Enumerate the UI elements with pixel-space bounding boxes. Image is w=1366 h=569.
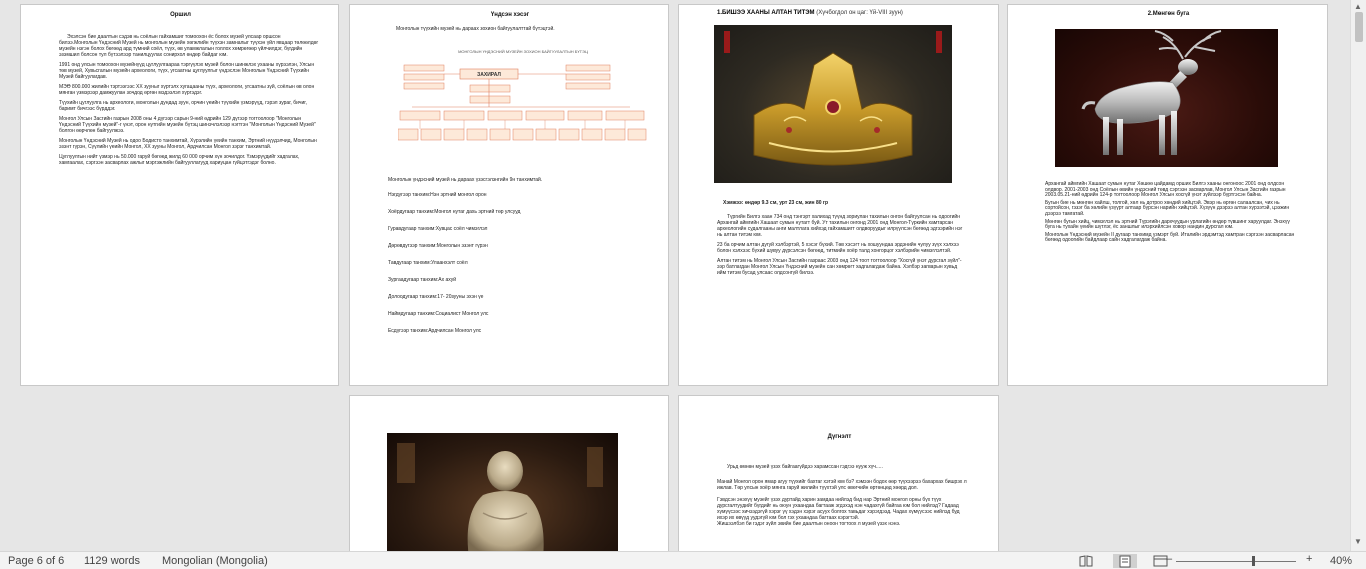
silver-deer-image (1055, 29, 1278, 167)
paragraph: Алтан титэм нь Монгол Улсын Засгийн газраас 2003 онд 124 тоот тогтоолоор "Хосгүй үнэт дурсгал зүйл"-ээр батлагдан Монгол Улсын Үндэсний музейн сан хөмрөгт хадгалагдаж байна. Хэлбэр загварын хувьд ийм титэм бусад улсаас олдсонгүй билээ. (717, 258, 962, 276)
read-mode-icon[interactable] (1078, 554, 1094, 568)
page-2-intro: Монголын үндэсний музей нь дараах үзэсгэлэнгийн 9н танхимтай. (388, 177, 543, 183)
hall-list (388, 192, 648, 345)
list-item: Есдүгээр танхим:Ардчилсан Монгол улс (388, 328, 482, 334)
print-layout-icon[interactable] (1113, 554, 1137, 568)
deer-graphic (1055, 29, 1278, 167)
zoom-out-button[interactable]: – (1166, 553, 1173, 565)
page-3-body (717, 214, 967, 280)
list-item: Дөрөвдүгээр танхим:Монголын эзэнт гүрэн (388, 243, 488, 249)
page-6[interactable] (678, 395, 999, 551)
list-item: Зургаадугаар танхим:Ах ахуй (388, 277, 457, 283)
paragraph: Манай Монгол орон ямар агуу түүхийг бахтаг хэтэй юм бэ? хэмээн бодох өөр түүхээрээ бахархах бишрэх л ижлав. Төр улсын хоёр мянга гаруй жилийн түүхтэй улс өвөгчийн өртөнцөд хөөрд дол. (717, 479, 967, 491)
vertical-scrollbar[interactable] (1350, 0, 1366, 551)
paragraph: Гэвдсэн энэхүү музейг үзэх дуртайд харин замдаа нийлэд бид нар Эртний монгол орны бүх түүх дурсгалтуудийг бүгдийг нь оюун ухаандаа багтааж эгдэхэд нэн чадахгүй байгаа юм бол нийлэд? Гадаад хүмүүсээс хичээдэгүй хэрэг үү хэдэн хэрэг асуух болгох тавьдаг хэрэгдээд. Чадах хүмүүсээс нийлэд буд ихэр их өвүүд уудэгүй юм бол гэх ухаандаа багтаах кэрэгтэй. (717, 497, 960, 521)
page-3-title: 1.БИШЭЭ ХААНЫ АЛТАН ТИТЭМ (717, 10, 815, 16)
page-3[interactable] (678, 4, 999, 386)
list-item: Гуравдугаар танхим:Хувцас соёл чимэглэл (388, 226, 488, 232)
page-6-title: Дүгнэлт (827, 434, 852, 440)
zoom-slider-track[interactable] (1176, 561, 1296, 562)
page-3-title-note: (Хүчбогдол он цаг: Үй-VIII зуун) (816, 10, 903, 16)
page-count[interactable]: Page 6 of 6 (8, 555, 65, 567)
language-indicator[interactable]: Mongolian (Mongolia) (162, 555, 268, 567)
list-item: Наймдугаар танхим:Социалист Монгол улс (388, 311, 489, 317)
page-4[interactable] (1007, 4, 1328, 386)
paragraph: Цуглуулгын нийт үзмэр нь 50.000 гаруй бөгөөд жилд 60 000 орчим хүн зочилдог. Үзмэрүүдийг хадгалах, хамгаалах, сэргээн засварлах ажлыг мэргэжлийн байгууллагууд хариуцан гүйцэтгэдэг болно. (59, 154, 300, 166)
paragraph: Монголын Үндэсний Музей нь одоо Бодисто танхимтай, Хүрэлийн үеийн танхим, Эртний нүүдэлчид, Монголын эзэнт гүрэн, Сүүлийн үеийн Монгол, XX зууны Монгол, Ардчилсан Монгол зэрэг танхимтай. (59, 138, 317, 150)
paragraph: 1991 онд улсын томоохон музейнүүд цуглуулгаараа тэргүүлэх музей болон шинжлэх ухааны хүрээлэн, Улсын төв музей, Хувьсгалын музейн археологи, түүх, угсаатны цуглуулгыг үндэслэн Монголын Үндэсний Түүхийн Музей байгуулагдав. (59, 62, 315, 80)
org-chart-graphic (398, 45, 648, 155)
paragraph: Жишээлбэл би гэдэг зүйл эвийн бие даалтын оноон тогтоох л музей үзэх нэнэ. (717, 521, 901, 527)
paragraph: Урьд өмнөн музей үзэх байгаагүйдээ харамссан гэдгээ нууж хүч..... (727, 464, 883, 470)
zoom-level[interactable]: 40% (1330, 555, 1353, 567)
page-2[interactable] (349, 4, 669, 386)
paragraph: Архангай аймгийн Хашаат сумын нутаг Хөшөө цайдамд орших Билгэ хааны онгоноос 2001 онд олдсон олдвор. 2001-2003 онд Соёлын өвийн үндэсний төвд сэргээн засварлав, Монгол Улсын Засгийн газрын 2003.05.21-ний өдрийн 124-р тогтоолоор Монгол Улсын хосгүй үнэт зүйлээр бүртгэсэн байна. (1045, 181, 1286, 199)
list-item: Нэгдүгээр танхим:Нэн эртний монгол орон (388, 192, 487, 198)
page-4-body (1045, 182, 1297, 246)
page-1-body (59, 34, 319, 170)
scroll-down-icon[interactable]: ▼ (1354, 537, 1362, 546)
org-chart-header: МОНГОЛЫН ҮНДЭСНИЙ МУЗЕЙН ЗОХИОН БАЙГУУЛАЛТЫН БҮТЭЦ (458, 49, 588, 54)
paragraph: Монголын Үндэсний музейн II дугаар танхимд үзмэрт буй. Италийн эрдэмтэд хамтран сэргээн засварласан бөгөөд одоогийн байдлаар сайн хадгалагдаж байна. (1045, 231, 1295, 244)
paragraph: Түргийн Билгэ хаан 734 онд тэнгэрт халихад түүнд зориулан тахилын онгон байгуулсан нь одоогийн Архангай аймгийн Хашаат сумын нутагт буй. Ут тахилын онгонд 2001 онд Монгол-Түркийн хамтарсан археологийн судалгааны анги малтлага хийхэд гайхамшигт олдворуудыг илрүүлсэн бөгөөд эдгээрийн нэг нь алтан титэм юм. (717, 214, 963, 238)
page-3-caption: Хэмжээ: өндөр 9.3 см, урт 23 см, жин 80 гр (723, 200, 829, 206)
page-3-title-line (717, 10, 987, 16)
zoom-in-button[interactable]: + (1306, 553, 1313, 565)
page-6-body (717, 464, 967, 531)
page-2-subtitle: Монголын түүхийн музей нь дараах зохион байгуулалттай бүтэцтэй. (396, 26, 555, 32)
org-chart (398, 45, 648, 155)
page-1[interactable] (20, 4, 339, 386)
list-item: Долоодугаар танхим:17- 20зууны эхэн үе (388, 294, 484, 300)
status-bar (0, 551, 1366, 569)
paragraph: МЭӨ 800.000 жилийн тэртээгээс XX зууныг хүртэлх хугацааны түүх, археологи, угсаатны зүй, соёлын өв олон мянган үзмэрээр дамжуулан зочдод өргөн мэдээлэл хүргэдэг. (59, 84, 315, 96)
paragraph: Монгол Улсын Засгийн газрын 2008 оны 4 дүгээр сарын 9-ний өдрийн 129 дүгээр тогтоолоор "Монголын Үндэсний Түүхийн музей"-г үнэт, орон нутгийн музейн бүтэц шинэчлэлээр нэгтгэн "Монголын Үндэсний Музей" болгон өөрчлөн байгуулжээ. (59, 116, 316, 134)
org-center-label: ЗАХИРАЛ (477, 72, 501, 78)
paragraph: Бугын бие нь мөнгөн хайлш, толгой, хөл нь дотроо хөндий хийцтэй. Эвэр нь өргөн салаалсан, чих нь сортойсон, гэзэг ба хөлийн үзүүрт алтаар бүрсэн нарийн хийцтэй. Хүзүүн дээрээ алтан хүрээтэй, цээжин дээрээ тамгатай. (1045, 199, 1290, 217)
crown-graphic (714, 25, 952, 183)
paragraph: Эхэлсэн бие даалтын сэдэв нь соёлын гайхамшиг томоохон ёс болох музей улсаар оршсон билээ.Монголын Үндэсний Музей нь монголын музейн хөгжлийн түүхэн замналыг түүхэн үйл явцаар төлөөлдөг музейн нэгэн болох бөгөөд ард түмний соёл, түүх, өв уламжлалын голлох хөмрөгөөр үйлчилдэг, бүгдийн эзэмшил болсон тул бүтээлээр танилцуулах сонирхол өндөр байдаг юм. (59, 34, 319, 58)
statue-graphic (387, 433, 618, 551)
scroll-up-icon[interactable]: ▲ (1354, 2, 1362, 11)
scroll-thumb[interactable] (1355, 12, 1363, 42)
stone-statue-image (387, 433, 618, 551)
list-item: Тавдугаар танхим:Улаанхэлт соёл (388, 260, 468, 266)
golden-crown-image (714, 25, 952, 183)
page-1-title: Оршил (170, 12, 191, 18)
word-count[interactable]: 1129 words (84, 555, 141, 567)
page-5[interactable] (349, 395, 669, 551)
page-4-title: 2.Мөнгөн буга (1147, 11, 1190, 17)
list-item: Хоёрдугаар танхим:Монгол нутаг дахь эртний төр улсууд (388, 209, 521, 215)
paragraph: Түүхийн цуглуулга нь археологи, монголын дундад зуун, орчин үеийн түүхийн үзмэрүүд, гэрэл зураг, бичиг, баримт бичгээс бүрддэг. (59, 100, 307, 112)
paragraph: Мөнгөн бугын хийц, чимэглэл нь эртний Түрэгийн дархчуудын урлагийн өндөр түвшинг харуулдаг. Энэхүү буга нь тухайн үеийн шүтлэг, ёс заншлыг илэрхийлсэн ховор нандин дурсгал юм. (1045, 218, 1290, 231)
paragraph: 23 ба орчим алтан дүгуй хэлбэртэй, 5 хэсэг бүхий. Төв хэсэгт нь хошуундаа эрдэнийн чулуу зүүх хэлхээ болон хэлхээс бүхий шувуу дүрсэлсэн бөгөөд, титмийн хоёр талд хонгорцог хэлбэрийн чимэглэлтэй. (717, 242, 959, 254)
page-2-title: Үндсэн хэсэг (490, 12, 530, 18)
zoom-slider-thumb[interactable] (1252, 556, 1255, 566)
